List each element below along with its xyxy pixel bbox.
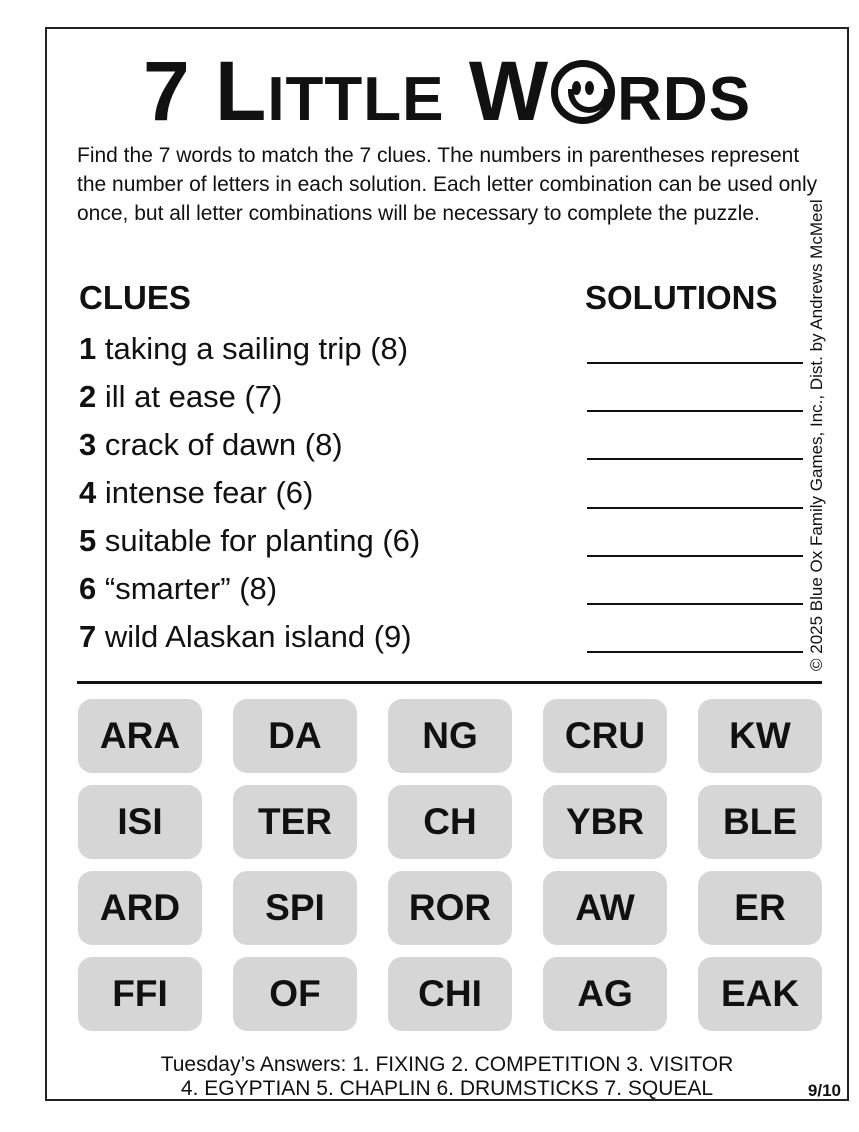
letter-tile[interactable]: YBR <box>543 785 667 859</box>
letter-tile[interactable]: ARD <box>78 871 202 945</box>
solution-blank-7[interactable] <box>587 651 803 653</box>
answers-line-1: Tuesday’s Answers: 1. FIXING 2. COMPETITION 3. VISITOR <box>160 1053 734 1076</box>
letter-tile[interactable]: BLE <box>698 785 822 859</box>
clue-5: 5 suitable for planting (6) <box>79 523 421 558</box>
title-word1-rest: ITTLE <box>267 65 445 134</box>
title-word1-initial: L <box>215 44 268 138</box>
solution-blank-2[interactable] <box>587 410 803 412</box>
puzzle-date: 9/10 <box>807 1081 841 1100</box>
letter-tile[interactable]: AG <box>543 957 667 1031</box>
letter-tile[interactable]: ER <box>698 871 822 945</box>
letter-tile[interactable]: KW <box>698 699 822 773</box>
answers-line-2: 4. EGYPTIAN 5. CHAPLIN 6. DRUMSTICKS 7. SQUEAL <box>180 1077 714 1100</box>
copyright-notice: © 2025 Blue Ox Family Games, Inc., Dist. by Andrews McMeel <box>807 199 826 671</box>
letter-tile[interactable]: TER <box>233 785 357 859</box>
clue-6: 6 “smarter” (8) <box>79 571 278 606</box>
solution-blank-4[interactable] <box>587 507 803 509</box>
clues-header: CLUES <box>79 279 191 316</box>
letter-tile[interactable]: CHI <box>388 957 512 1031</box>
solutions-header: SOLUTIONS <box>585 279 778 316</box>
letter-tile[interactable]: FFI <box>78 957 202 1031</box>
clue-2: 2 ill at ease (7) <box>79 379 283 414</box>
clue-4: 4 intense fear (6) <box>79 475 314 510</box>
letter-tile[interactable]: CRU <box>543 699 667 773</box>
letter-tile[interactable]: NG <box>388 699 512 773</box>
smiley-face-icon <box>551 60 615 124</box>
letter-tile[interactable]: AW <box>543 871 667 945</box>
letter-tile[interactable]: ISI <box>78 785 202 859</box>
solution-blank-1[interactable] <box>587 362 803 364</box>
divider <box>77 681 822 684</box>
letter-tile[interactable]: OF <box>233 957 357 1031</box>
letter-tile[interactable]: CH <box>388 785 512 859</box>
letter-tile[interactable]: DA <box>233 699 357 773</box>
puzzle-title <box>47 41 847 150</box>
clue-1: 1 taking a sailing trip (8) <box>79 331 409 366</box>
solution-blank-5[interactable] <box>587 555 803 557</box>
clue-7: 7 wild Alaskan island (9) <box>79 619 412 654</box>
title-word2-rest: RDS <box>617 65 752 134</box>
solution-blank-3[interactable] <box>587 458 803 460</box>
title-number: 7 <box>142 44 191 138</box>
clue-3: 3 crack of dawn (8) <box>79 427 343 462</box>
letter-tile[interactable]: ARA <box>78 699 202 773</box>
title-word2-initial: W <box>468 44 550 138</box>
letter-tile[interactable]: SPI <box>233 871 357 945</box>
puzzle-frame <box>45 27 849 1101</box>
instructions: Find the 7 words to match the 7 clues. The numbers in parentheses represent the number of letters in each solution. Each letter combination can be used only once, but all letter combinations will be necessary to complete the puzzle. <box>77 144 818 225</box>
letter-tile[interactable]: EAK <box>698 957 822 1031</box>
letter-tile[interactable]: ROR <box>388 871 512 945</box>
previous-answers <box>47 1053 847 1101</box>
solution-blank-6[interactable] <box>587 603 803 605</box>
